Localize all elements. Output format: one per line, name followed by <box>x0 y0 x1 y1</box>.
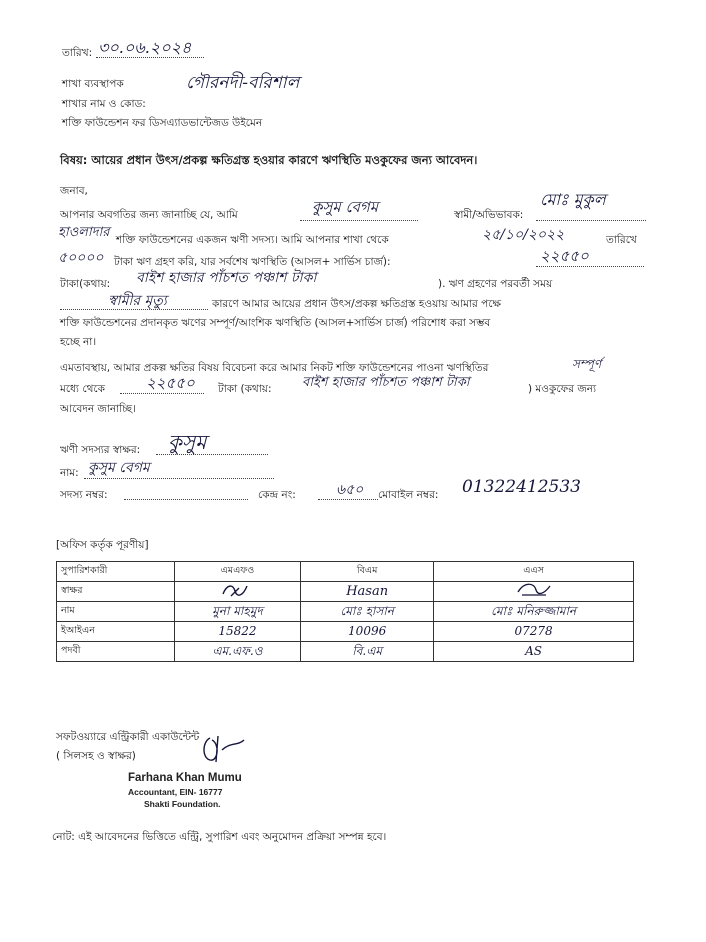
balance-handwritten: ২২৫৫০ <box>540 247 589 265</box>
para2-line2-words-label: টাকা (কথায়: <box>218 383 272 395</box>
bm-signature: Hasan <box>346 584 389 599</box>
name-dotted-line <box>300 220 418 221</box>
table-row <box>57 582 634 602</box>
as-ein: 07278 <box>514 624 553 638</box>
bm-signature-cell <box>301 582 434 602</box>
body-line5-text: কারণে আমার আয়ের প্রধান উৎস/প্রকল্প ক্ষতিগ্রস্ত হওয়ায় আমার পক্ষে <box>212 298 501 310</box>
table-row <box>57 602 634 622</box>
mfo-ein-cell <box>174 622 301 642</box>
organization-line: শক্তি ফাউন্ডেশন ফর ডিসএ্যাডভান্টেজড উইমেন <box>62 117 263 129</box>
para2-line1-handwritten: সম্পূর্ণ <box>572 357 602 371</box>
applicant-name-value: কুসুম বেগম <box>88 460 150 476</box>
mfo-ein: 15822 <box>218 624 257 638</box>
as-name: মোঃ মনিরুজ্জামান <box>491 604 577 618</box>
center-number-dotted-line <box>318 499 378 500</box>
col-as: এএস <box>434 562 634 582</box>
accountant-seal <box>128 772 242 809</box>
col-recommender: সুপারিশকারী <box>57 562 175 582</box>
applicant-name-label: নাম: <box>60 467 79 479</box>
row-signature-label: স্বাক্ষর <box>57 582 175 602</box>
guardian-dotted-line <box>536 220 646 221</box>
col-bm: বিএম <box>301 562 434 582</box>
mfo-name: মুনা মাহমুদ <box>212 604 263 618</box>
salutation: জনাব, <box>60 185 88 197</box>
bm-designation: বি.এম <box>352 644 382 658</box>
table-row <box>57 562 634 582</box>
as-designation-cell <box>434 642 634 662</box>
col-mfo: এমএফও <box>174 562 301 582</box>
para2-line1: এমতাবস্থায়, আমার প্রকল্প ক্ষতির বিষয় বিবেচনা করে আমার নিকট শক্তি ফাউন্ডেশনের পাওনা ঋণস্থিতির <box>60 362 489 374</box>
mfo-name-cell <box>174 602 301 622</box>
table-row <box>57 642 634 662</box>
mfo-designation: এম.এফ.ও <box>212 644 263 658</box>
para2-line2-end: ) মওকুফের জন্য <box>528 383 597 395</box>
mfo-signature-cell <box>174 582 301 602</box>
body-line4-text: টাকা(কথায়: <box>60 278 111 290</box>
mobile-number-value: 01322412533 <box>462 477 581 497</box>
office-section-heading: [অফিস কর্তৃক পূরণীয়] <box>56 539 149 551</box>
seal-organization: Shakti Foundation. <box>144 799 221 809</box>
applicant-name-dotted-line <box>84 478 274 479</box>
manager-label: শাখা ব্যবস্থাপক <box>62 78 124 90</box>
row-designation-label: পদবী <box>57 642 175 662</box>
row-ein-label: ইআইএন <box>57 622 175 642</box>
date-value: ৩০.০৬.২০২৪ <box>98 38 192 57</box>
reason-handwritten: স্বামীর মৃত্যু <box>108 293 167 309</box>
signature-dotted-line <box>156 454 268 455</box>
as-signature-cell <box>434 582 634 602</box>
accountant-signature-scribble <box>196 732 248 766</box>
center-number-value: ৬৫০ <box>336 482 364 498</box>
reason-dotted-line <box>60 309 208 310</box>
seal-name: Farhana Khan Mumu <box>128 772 242 784</box>
as-name-cell <box>434 602 634 622</box>
body-line2-end: তারিখে <box>606 234 637 246</box>
footer-note: নোট: এই আবেদনের ভিত্তিতে এন্ট্রি, সুপারিশ এবং অনুমোদন প্রক্রিয়া সম্পন্ন হবে। <box>52 831 387 843</box>
mfo-designation-cell <box>174 642 301 662</box>
member-number-label: সদস্য নম্বর: <box>60 489 108 501</box>
loan-amount-handwritten: ৫০০০০ <box>58 250 104 266</box>
as-signature-scribble <box>514 582 554 598</box>
as-designation: AS <box>525 644 542 658</box>
member-number-dotted-line <box>124 499 248 500</box>
bm-name-cell <box>301 602 434 622</box>
applicant-signature-label: ঋণী সদস্যর স্বাক্ষর: <box>60 444 141 456</box>
date-label: তারিখ: <box>62 47 93 59</box>
para2-line2-text: মধ্যে থেকে <box>60 383 105 395</box>
body-line6-text: শক্তি ফাউন্ডেশনের প্রদানকৃত ঋণের সম্পূর্ণ/আংশিক ঋণস্থিতি (আসল+সার্ভিস চার্জ) পরিশোধ করা সম্ভব <box>60 317 491 329</box>
waiver-amount-handwritten: ২২৫৫০ <box>146 374 195 392</box>
applicant-name-handwritten: কুসুম বেগম <box>312 198 379 216</box>
as-ein-cell <box>434 622 634 642</box>
seal-title: Accountant, EIN- 16777 <box>128 787 223 797</box>
mobile-number-label: মোবাইল নম্বর: <box>378 489 439 501</box>
waiver-words-handwritten: বাইশ হাজার পাঁচশত পঞ্চাশ টাকা <box>302 375 470 390</box>
branch-value: গৌরনদী-বরিশাল <box>186 73 300 93</box>
bm-name: মোঃ হাসান <box>340 604 394 618</box>
mfo-signature-scribble <box>217 582 257 598</box>
applicant-signature: কুসুম <box>168 430 207 454</box>
bm-ein-cell <box>301 622 434 642</box>
row-name-label: নাম <box>57 602 175 622</box>
table-row <box>57 622 634 642</box>
accountant-line2: ( সিলসহ ও স্বাক্ষর) <box>56 750 136 762</box>
center-number-label: কেন্দ্র নং: <box>258 489 296 501</box>
guardian-name-handwritten: মোঃ মুকুল <box>540 190 606 209</box>
para2-line3: আবেদন জানাচ্ছি। <box>60 403 136 415</box>
body-line1-text: আপনার অবগতির জন্য জানাচ্ছি যে, আমি <box>60 209 238 221</box>
loan-date-handwritten: ২৫/১০/২০২২ <box>482 227 565 243</box>
balance-dotted-line <box>536 266 644 267</box>
office-approval-table <box>56 561 634 662</box>
bm-ein: 10096 <box>348 624 387 638</box>
body-line2-text: শক্তি ফাউন্ডেশনের একজন ঋণী সদস্য। আমি আপনার শাখা থেকে <box>116 234 389 246</box>
guardian-label: স্বামী/অভিভাবক: <box>454 209 524 221</box>
balance-in-words-handwritten: বাইশ হাজার পাঁচশত পঞ্চাশ টাকা <box>136 270 317 286</box>
guardian-name-continued: হাওলাদার <box>58 225 110 240</box>
date-dotted-line <box>96 57 204 58</box>
body-line4-end: ). ঋণ গ্রহণের পরবর্তী সময় <box>438 278 553 290</box>
subject-line: বিষয়: আয়ের প্রধান উৎস/প্রকল্প ক্ষতিগ্রস্ত হওয়ার কারণে ঋণস্থিতি মওকুফের জন্য আবেদন। <box>60 153 478 167</box>
accountant-line1: সফটওয়্যারে এন্ট্রিকারী একাউন্টেন্ট <box>56 731 200 743</box>
body-line3-text: টাকা ঋণ গ্রহণ করি, যার সর্বশেষ ঋণস্থিতি (আসল+ সার্ভিস চার্জ): <box>114 256 391 268</box>
waiver-amount-dotted-line <box>120 393 204 394</box>
branch-label: শাখার নাম ও কোড: <box>62 98 146 110</box>
bm-designation-cell <box>301 642 434 662</box>
body-line7-text: হচ্ছে না। <box>60 336 97 348</box>
